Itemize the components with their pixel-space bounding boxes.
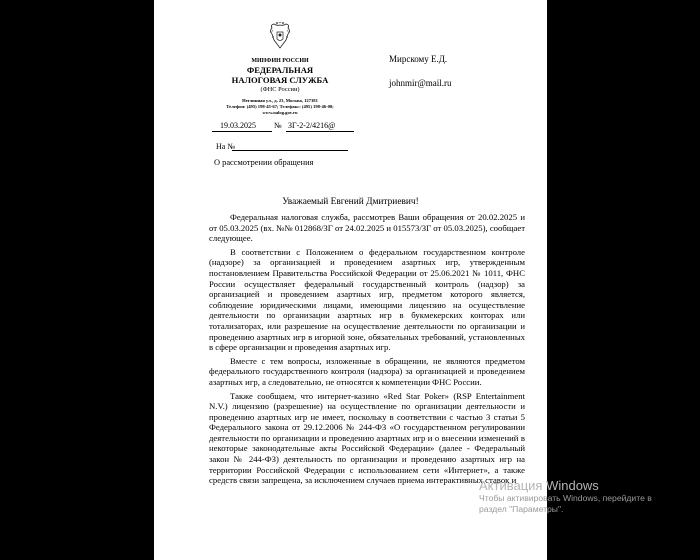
salutation: Уважаемый Евгений Дмитриевич! xyxy=(282,197,419,207)
paragraph: Вместе с тем вопросы, изложенные в обращении, не являются предметом федерального государственного контроля (надзора) за организацией и проведением азартных игр, а следовательно, не относятся к компетенции ФНС России. xyxy=(209,355,525,387)
reply-to-underline xyxy=(232,150,348,151)
windows-activation-line-1: Чтобы активировать Windows, перейдите в xyxy=(479,493,652,503)
address-line-3: www.nalog.gov.ru xyxy=(262,110,298,115)
paragraph: Также сообщаем, что интернет-казино «Red Star Poker» (RSP Entertainment N.V.) лицензию (разрешение) на осуществление по организации деятельности и проведению азартных игр не имеет, поскольку в соответствии с частью 3 статьи 5 Федерального закона от 29.12.2006 № 244-ФЗ «О государственном регулировании деятельности по организации и проведению азартных игр и о внесении изменений в некоторые законодательные акты Российской Федерации» (далее - Федеральный закон № 244-ФЗ) деятельность по организации и проведению азартных игр на территории Российской Федерации с использованием сети «Интернет», а также средств связи запрещена, за исключением случаев приема интерактивных ставок и xyxy=(209,390,525,486)
recipient-name: Мирскому Е.Д. xyxy=(389,54,448,64)
service-abbreviation: (ФНС России) xyxy=(260,86,300,93)
address-line-2: Телефон: (495) 198-45-67; Телефакс: (495) 198-46-00; xyxy=(226,104,334,109)
paragraph: В соответствии с Положением о федеральном государственном контроле (надзоре) за организацией и проведением азартных игр, утвержденным постановлением Правительства Российской Федерации от 25.06.2021 № 1011, ФНС России осуществляет федеральный государственный контроль (надзор) за организацией и проведением азартных игр, предметом которого является, соблюдение юридическими лицами, имеющими лицензию на осуществление деятельности по организации азартных игр в букмекерских конторах или тотализаторах, или разрешение на осуществление деятельности по организации и проведению азартных игр в игорной зоне, обязательных требований, установленных в сфере организации и проведения азартных игр. xyxy=(209,246,525,353)
paragraph: Федеральная налоговая служба, рассмотрев Ваши обращения от 20.02.2025 и от 05.03.2025 (вх. №№ 012868/ЗГ от 24.02.2025 и 015573/ЗГ от 05.03.2025), сообщает следующее. xyxy=(209,212,525,244)
recipient-email: johnmir@mail.ru xyxy=(389,78,452,88)
coat-of-arms-emblem-icon xyxy=(268,22,292,50)
number-label: № xyxy=(274,121,282,130)
letter-subject: О рассмотрении обращения xyxy=(214,158,314,167)
document-page xyxy=(154,0,547,560)
service-name xyxy=(194,66,366,85)
address-line-1: Неглинная ул., д. 23, Москва, 127381 xyxy=(242,98,318,103)
letter-body xyxy=(209,212,525,489)
windows-activation-line-2: раздел "Параметры". xyxy=(479,504,564,514)
service-address xyxy=(194,98,366,116)
windows-activation-text xyxy=(479,493,652,515)
date-underline xyxy=(212,131,272,132)
service-name-line1: ФЕДЕРАЛЬНАЯ xyxy=(246,65,314,75)
windows-activation-title: Активация Windows xyxy=(479,478,599,493)
number-underline xyxy=(286,131,354,132)
ministry-name: МИНФИН РОССИИ xyxy=(251,58,309,64)
reply-to-label: На № xyxy=(216,142,235,151)
service-name-line2: НАЛОГОВАЯ СЛУЖБА xyxy=(231,74,329,85)
letter-number: ЗГ-2-2/4216@ xyxy=(288,121,336,130)
letter-date: 19.03.2025 xyxy=(220,121,256,130)
